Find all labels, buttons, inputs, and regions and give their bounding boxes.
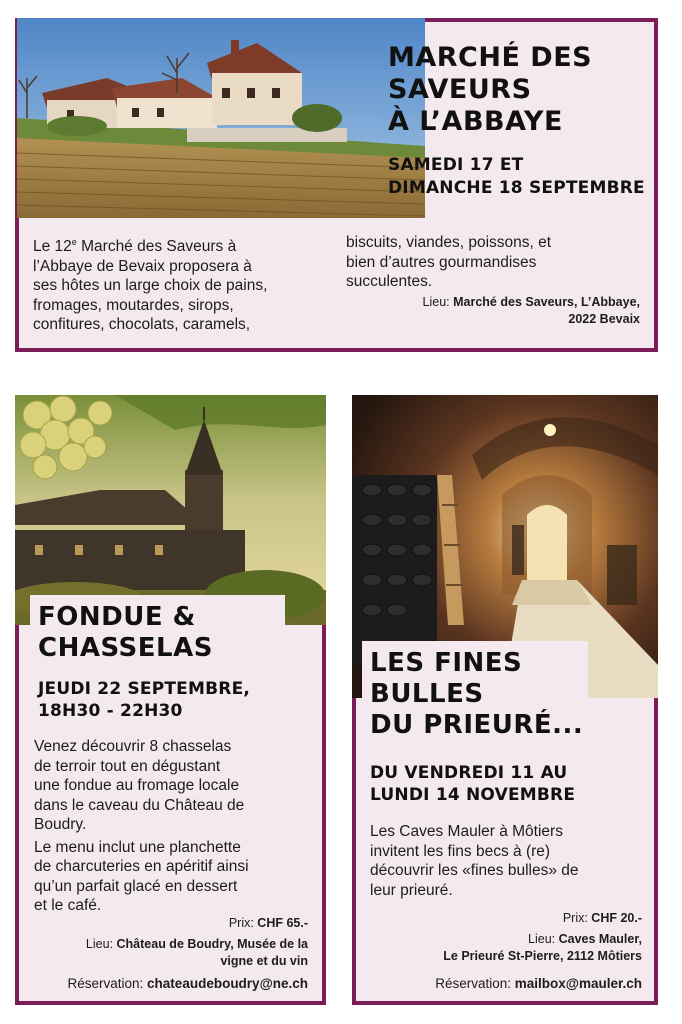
event-date-fondue: JEUDI 22 SEPTEMBRE, 18H30 - 22H30 xyxy=(38,679,251,721)
event-date-marche: SAMEDI 17 ET DIMANCHE 18 SEPTEMBRE xyxy=(388,155,645,198)
event-prix-fondue: Prix: CHF 65.- xyxy=(228,916,308,930)
event-lieu-fines-bulles: Lieu: Caves Mauler, Le Prieuré St-Pierre, 2112 Môtiers xyxy=(443,932,642,963)
event-title-fines-bulles: LES FINES BULLES DU PRIEURÉ... xyxy=(370,648,584,740)
event-date-fines-bulles: DU VENDREDI 11 AU LUNDI 14 NOVEMBRE xyxy=(370,763,576,805)
reservation-email-fines-bulles[interactable]: mailbox@mauler.ch xyxy=(514,976,642,991)
event-title-fondue: FONDUE & CHASSELAS xyxy=(38,602,213,663)
event-reservation-fines-bulles: Réservation: mailbox@mauler.ch xyxy=(435,976,642,991)
event-description-fines-bulles: Les Caves Mauler à Môtiers invitent les fins becs à (re) découvrir les «fines bulles» de leur prieuré. xyxy=(370,823,579,899)
event-description-fondue: Venez découvrir 8 chasselas de terroir tout en dégustant une fondue au fromage locale dans le caveau du Château de Boudry. Le menu inclut une planchette de charcuteries en apéritif ainsi qu’un parfait glacé en dessert et le café. xyxy=(34,738,249,914)
abbaye-vineyard-photo xyxy=(17,18,425,218)
event-description-marche-col1: Le 12e Marché des Saveurs à l’Abbaye de Bevaix proposera à ses hôtes un large choix de pains, fromages, moutardes, sirops, confitures, chocolats, caramels, xyxy=(33,237,268,334)
event-lieu-marche: Lieu: Marché des Saveurs, L’Abbaye, 2022 Bevaix xyxy=(422,295,640,326)
event-description-marche-col2: biscuits, viandes, poissons, et bien d’autres gourmandises succulentes. xyxy=(346,234,552,290)
chateau-grapes-photo xyxy=(15,395,326,625)
event-title-marche: MARCHÉ DES SAVEURS À L’ABBAYE xyxy=(388,42,593,137)
reservation-email-fondue[interactable]: chateaudeboudry@ne.ch xyxy=(147,976,308,991)
event-prix-fines-bulles: Prix: CHF 20.- xyxy=(562,911,642,925)
event-reservation-fondue: Réservation: chateaudeboudry@ne.ch xyxy=(67,976,308,991)
event-lieu-fondue: Lieu: Château de Boudry, Musée de la vigne et du vin xyxy=(85,937,308,968)
